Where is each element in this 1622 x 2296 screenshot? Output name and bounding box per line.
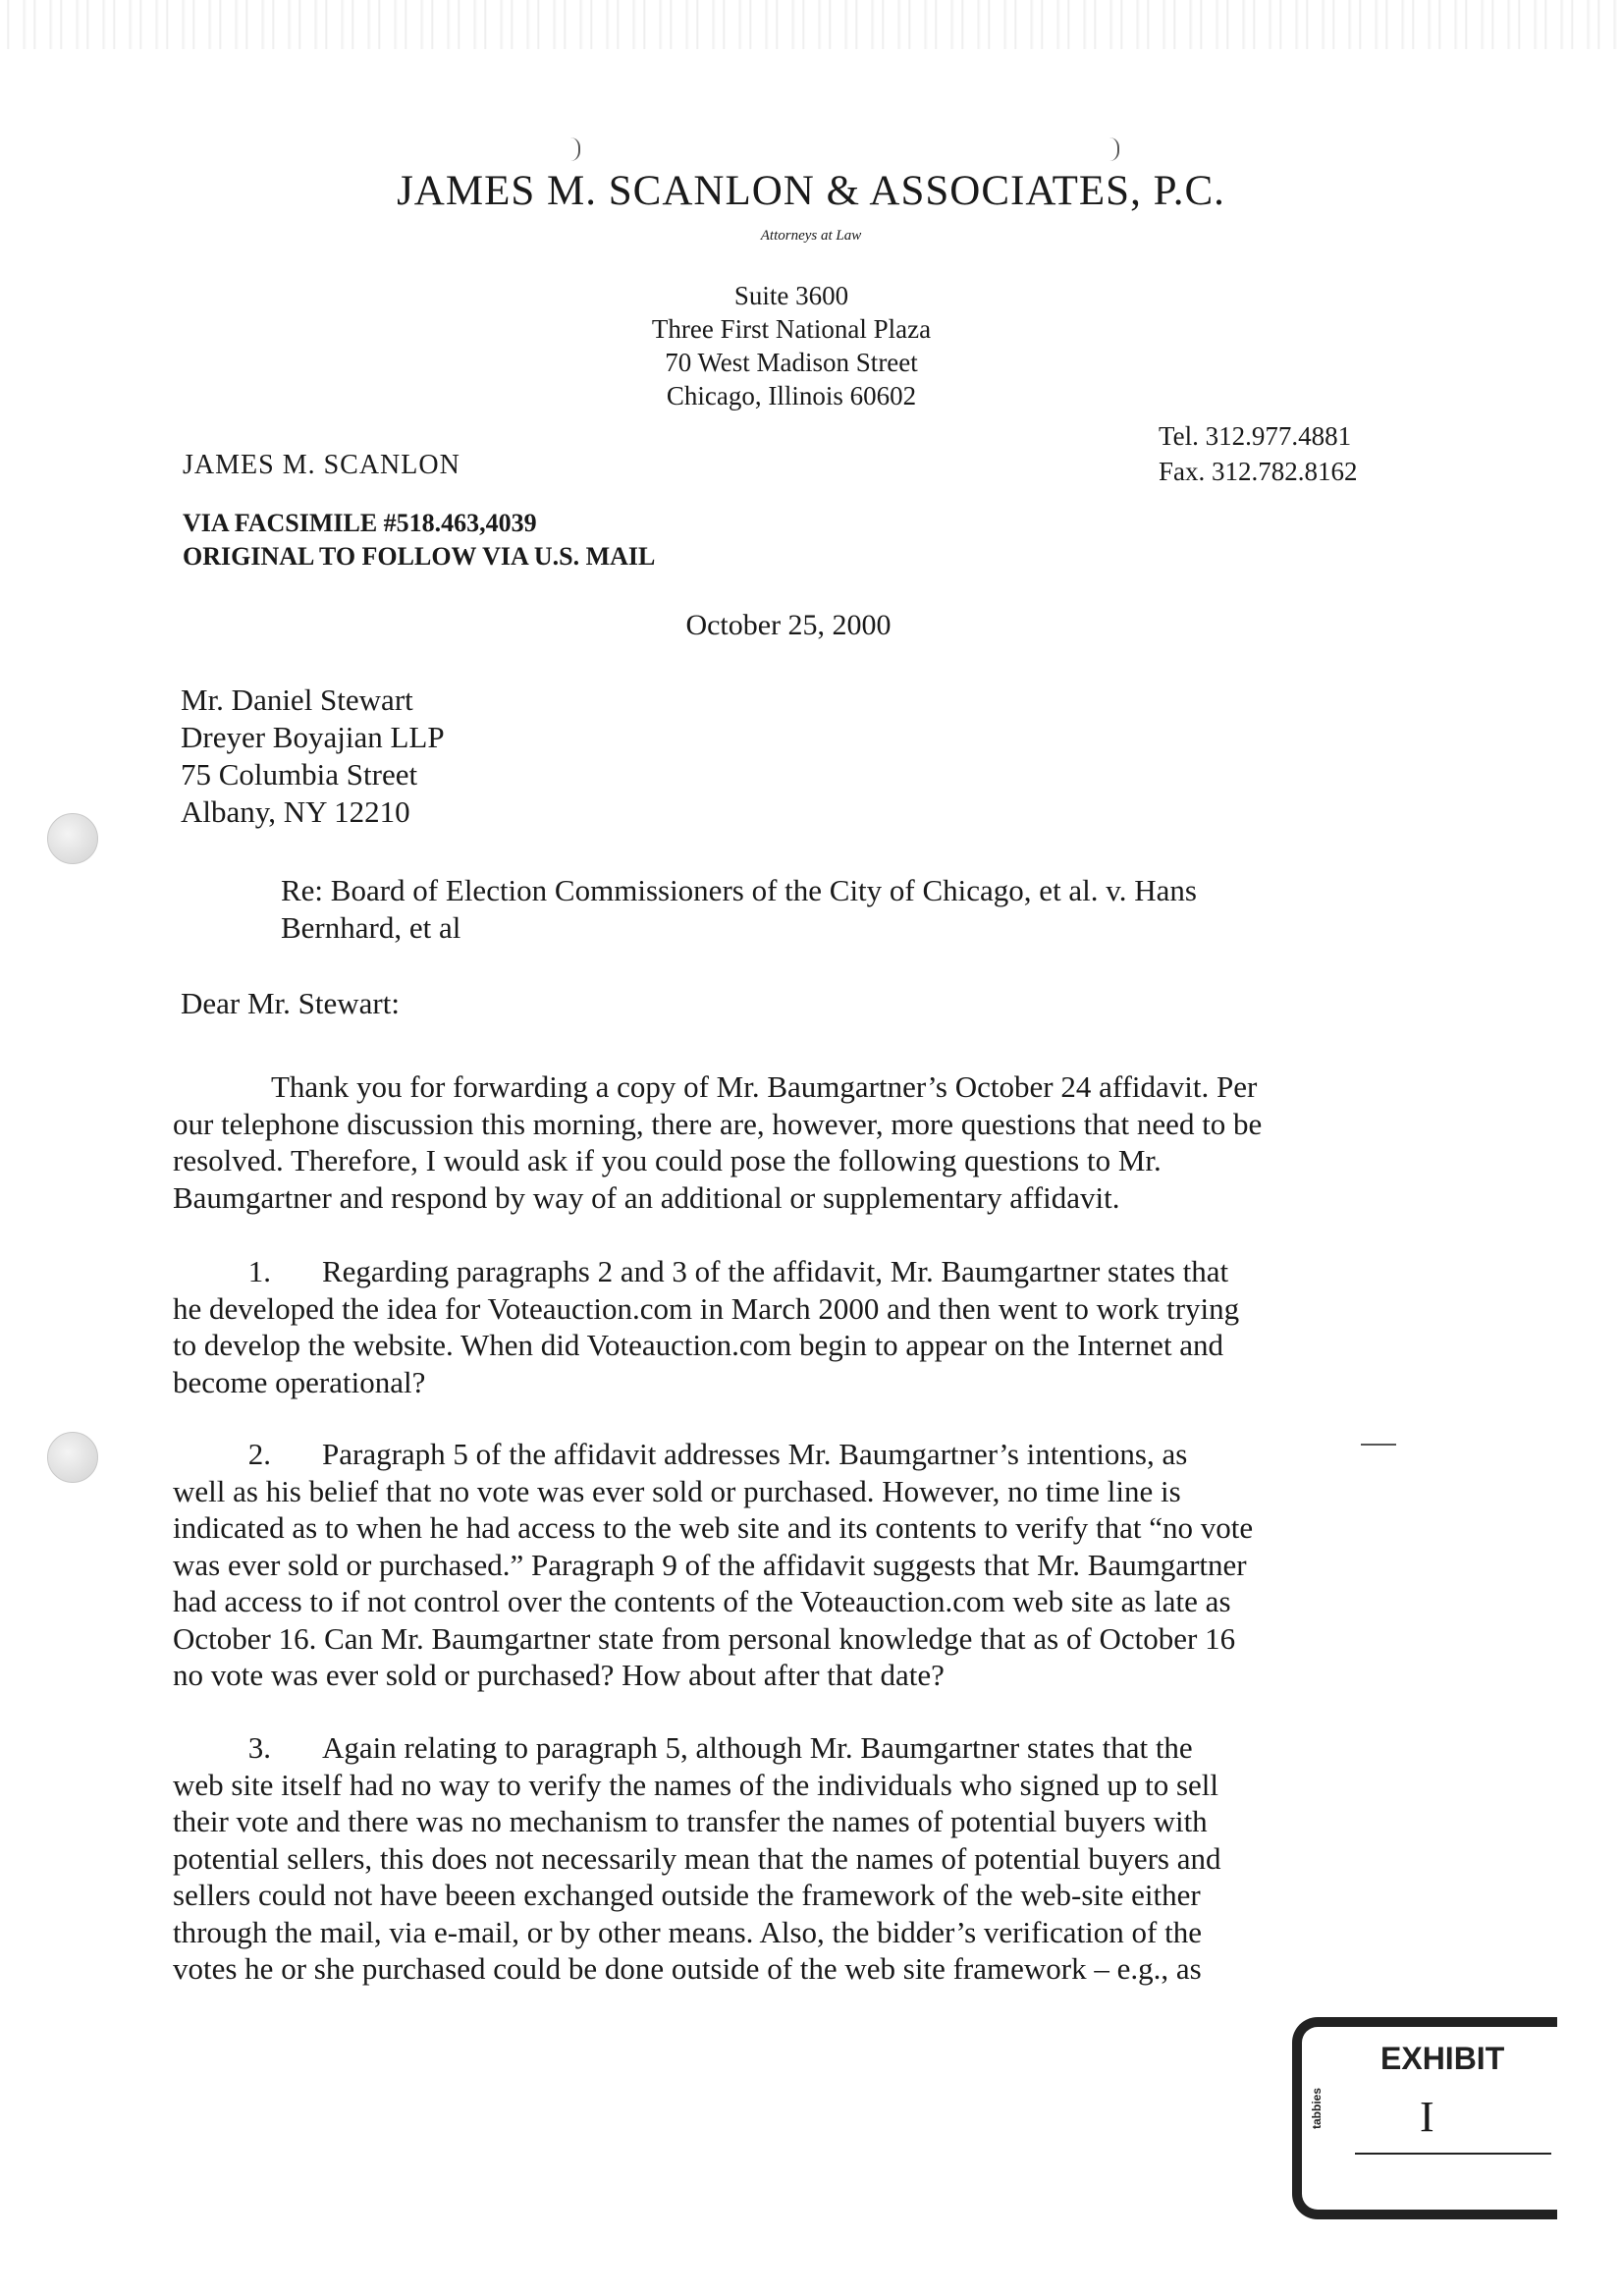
paragraph-line: through the mail, via e-mail, or by other means. Also, the bidder’s verification of the [173, 1914, 1202, 1949]
firm-name: JAMES M. SCANLON & ASSOCIATES, P.C. [397, 168, 1225, 214]
paragraph-line: their vote and there was no mechanism to transfer the names of potential buyers with [173, 1804, 1208, 1838]
recipient-address [181, 682, 445, 831]
subject-line [281, 872, 1322, 947]
paragraph-line: October 16. Can Mr. Baumgartner state from personal knowledge that as of October 16 [173, 1620, 1236, 1656]
contact-block [1159, 418, 1358, 489]
exhibit-value: I [1420, 2093, 1434, 2141]
item-number: 1. [247, 1254, 271, 1288]
paragraph-line: to develop the website. When did Voteauction.com begin to appear on the Internet and [173, 1328, 1224, 1362]
question-item-1 [173, 1253, 1382, 1400]
item-number: 3. [247, 1730, 271, 1765]
salutation: Dear Mr. Stewart: [181, 986, 400, 1020]
paragraph-line: well as his belief that no vote was ever sold or purchased. However, no time line is [173, 1473, 1181, 1508]
paragraph-line: had access to if not control over the contents of the Voteauction.com web site as late as [173, 1584, 1231, 1618]
address-line: 70 West Madison Street [665, 348, 918, 377]
tabbies-logo: tabbies [1310, 2087, 1324, 2129]
question-item-3 [173, 1729, 1382, 1988]
punch-hole [47, 1432, 98, 1483]
paragraph-line: was ever sold or purchased.” Paragraph 9 of the affidavit suggests that Mr. Baumgartner [173, 1547, 1247, 1582]
paragraph-line: resolved. Therefore, I would ask if you could pose the following questions to Mr. [173, 1143, 1162, 1177]
scan-mark [565, 137, 580, 161]
scan-mark [1104, 137, 1119, 161]
paragraph-line: votes he or she purchased could be done outside of the web site framework – e.g., as [173, 1951, 1202, 1986]
paragraph-line: potential sellers, this does not necessarily mean that the names of potential buyers and [173, 1840, 1221, 1876]
firm-address [0, 279, 1583, 412]
paragraph-line [173, 1253, 1382, 1290]
subject-text: Bernhard, et al [281, 910, 461, 945]
address-line: Chicago, Illinois 60602 [666, 381, 917, 410]
recipient-line: Albany, NY 12210 [181, 794, 410, 829]
recipient-line: Mr. Daniel Stewart [181, 683, 413, 717]
letter-date: October 25, 2000 [685, 609, 892, 641]
recipient-line: 75 Columbia Street [181, 757, 418, 792]
question-item-2 [173, 1436, 1382, 1694]
paragraph-line [173, 1729, 1382, 1767]
paragraph-line [173, 1436, 1382, 1473]
item-first-line: Regarding paragraphs 2 and 3 of the affidavit, Mr. Baumgartner states that [322, 1254, 1229, 1288]
exhibit-sticker [1292, 2017, 1557, 2219]
punch-hole [47, 813, 98, 864]
fax: Fax. 312.782.8162 [1159, 457, 1358, 486]
address-line: Three First National Plaza [651, 314, 932, 344]
delivery-notice [183, 507, 655, 574]
delivery-line: VIA FACSIMILE #518.463,4039 [183, 509, 537, 537]
scan-noise-band [0, 0, 1622, 49]
paragraph-line: become operational? [173, 1364, 426, 1399]
attorney-name: JAMES M. SCANLON [183, 450, 460, 480]
paragraph-line: indicated as to when he had access to the web site and its contents to verify that “no vote [173, 1510, 1254, 1545]
delivery-line: ORIGINAL TO FOLLOW VIA U.S. MAIL [183, 542, 656, 571]
paragraph-line: our telephone discussion this morning, there are, however, more questions that need to be [173, 1106, 1263, 1141]
paragraph-line: Baumgartner and respond by way of an additional or supplementary affidavit. [173, 1179, 1120, 1215]
paragraph-line: sellers could not have beeen exchanged outside the framework of the web-site either [173, 1878, 1201, 1912]
paragraph-line: Thank you for forwarding a copy of Mr. Baumgartner’s October 24 affidavit. Per [271, 1069, 1258, 1104]
firm-subtitle: Attorneys at Law [760, 228, 862, 244]
exhibit-underline [1355, 2153, 1551, 2155]
item-first-line: Paragraph 5 of the affidavit addresses Mr. Baumgartner’s intentions, as [322, 1437, 1188, 1471]
recipient-line: Dreyer Boyajian LLP [181, 720, 445, 754]
item-first-line: Again relating to paragraph 5, although Mr. Baumgartner states that the [322, 1730, 1193, 1765]
telephone: Tel. 312.977.4881 [1159, 421, 1352, 451]
paragraph-line: web site itself had no way to verify the names of the individuals who signed up to sell [173, 1767, 1218, 1802]
intro-paragraph [173, 1068, 1382, 1216]
item-number: 2. [247, 1437, 271, 1471]
address-line: Suite 3600 [733, 281, 849, 310]
scan-mark [1361, 1444, 1396, 1446]
paragraph-line: he developed the idea for Voteauction.com in March 2000 and then went to work trying [173, 1290, 1240, 1326]
subject-text: Re: Board of Election Commissioners of the City of Chicago, et al. v. Hans [281, 873, 1197, 907]
exhibit-label: EXHIBIT [1380, 2041, 1505, 2076]
paragraph-line: no vote was ever sold or purchased? How about after that date? [173, 1658, 945, 1692]
